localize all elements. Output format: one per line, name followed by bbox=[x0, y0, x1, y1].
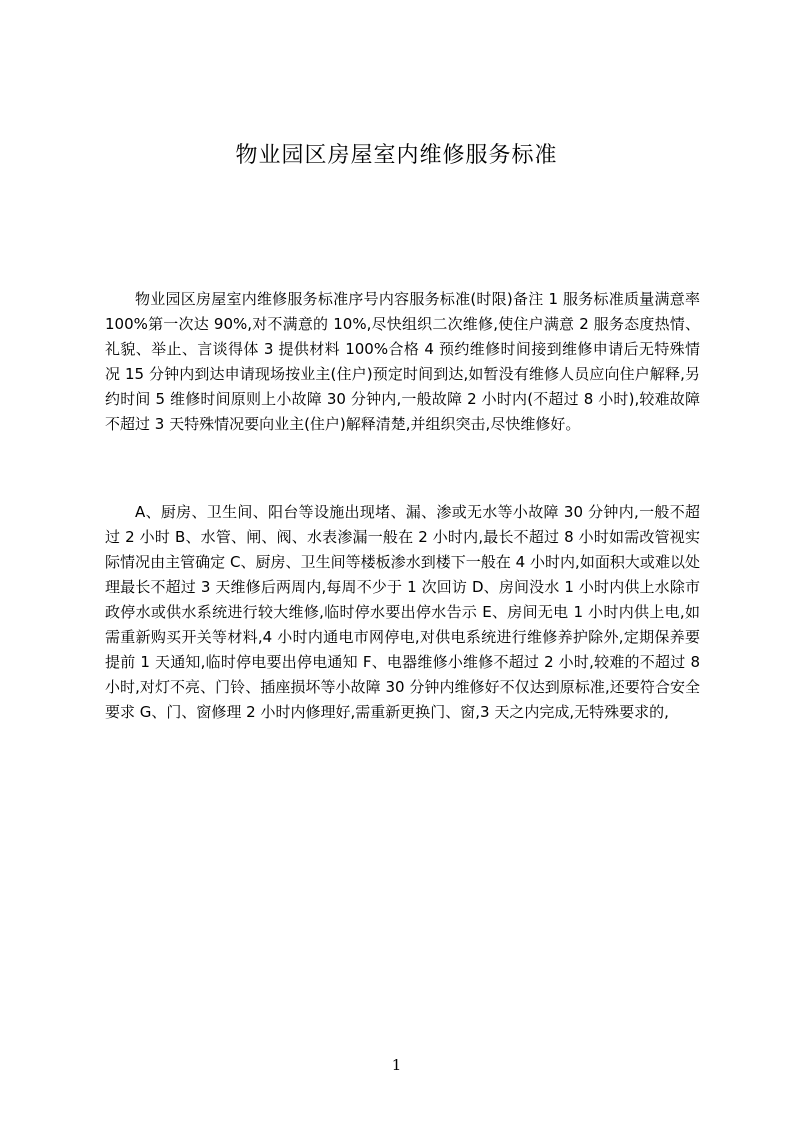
body-paragraph-1: 物业园区房屋室内维修服务标准序号内容服务标准(时限)备注 1 服务标准质量满意率 100%第一次达 90%,对不满意的 10%,尽快组织二次维修,使住户满意 2 服务态度热情、礼貌、举止、言谈得体 3 提供材料 100%合格 4 预约维修时间接到维修申请后无特殊情况 15 分钟内到达申请现场按业主(住户)预定时间到达,如暂没有维修人员应向住户解释,另约时间 5 维修时间原则上小故障 30 分钟内,一般故障 2 小时内(不超过 8 小时),较难故障不超过 3 天特殊情况要向业主(住户)解释清楚,并组织突击,尽快维修好。 bbox=[105, 290, 700, 433]
body-paragraph-2: A、厨房、卫生间、阳台等设施出现堵、漏、渗或无水等小故障 30 分钟内,一般不超过 2 小时 B、水管、闸、阀、水表渗漏一般在 2 小时内,最长不超过 8 小时如需改管视实际情况由主管确定 C、厨房、卫生间等楼板渗水到楼下一般在 4 小时内,如面积大或难以处理最长不超过 3 天维修后两周内,每周不少于 1 次回访 D、房间没水 1 小时内供上水除市政停水或供水系统进行较大维修,临时停水要出停水告示 E、房间无电 1 小时内供上电,如需重新购买开关等材料,4 小时内通电市网停电,对供电系统进行维修养护除外,定期保养要提前 1 天通知,临时停电要出停电通知 F、电器维修小维修不超过 2 小时,较难的不超过 8 小时,对灯不亮、门铃、插座损坏等小故障 30 分钟内维修好不仅达到原标准,还要符合安全要求 G、门、窗修理 2 小时内修理好,需重新更换门、窗,3 天之内完成,无特殊要求的, bbox=[105, 503, 700, 721]
page-number: 1 bbox=[391, 1056, 402, 1074]
document-title: 物业园区房屋室内维修服务标准 bbox=[235, 143, 558, 168]
